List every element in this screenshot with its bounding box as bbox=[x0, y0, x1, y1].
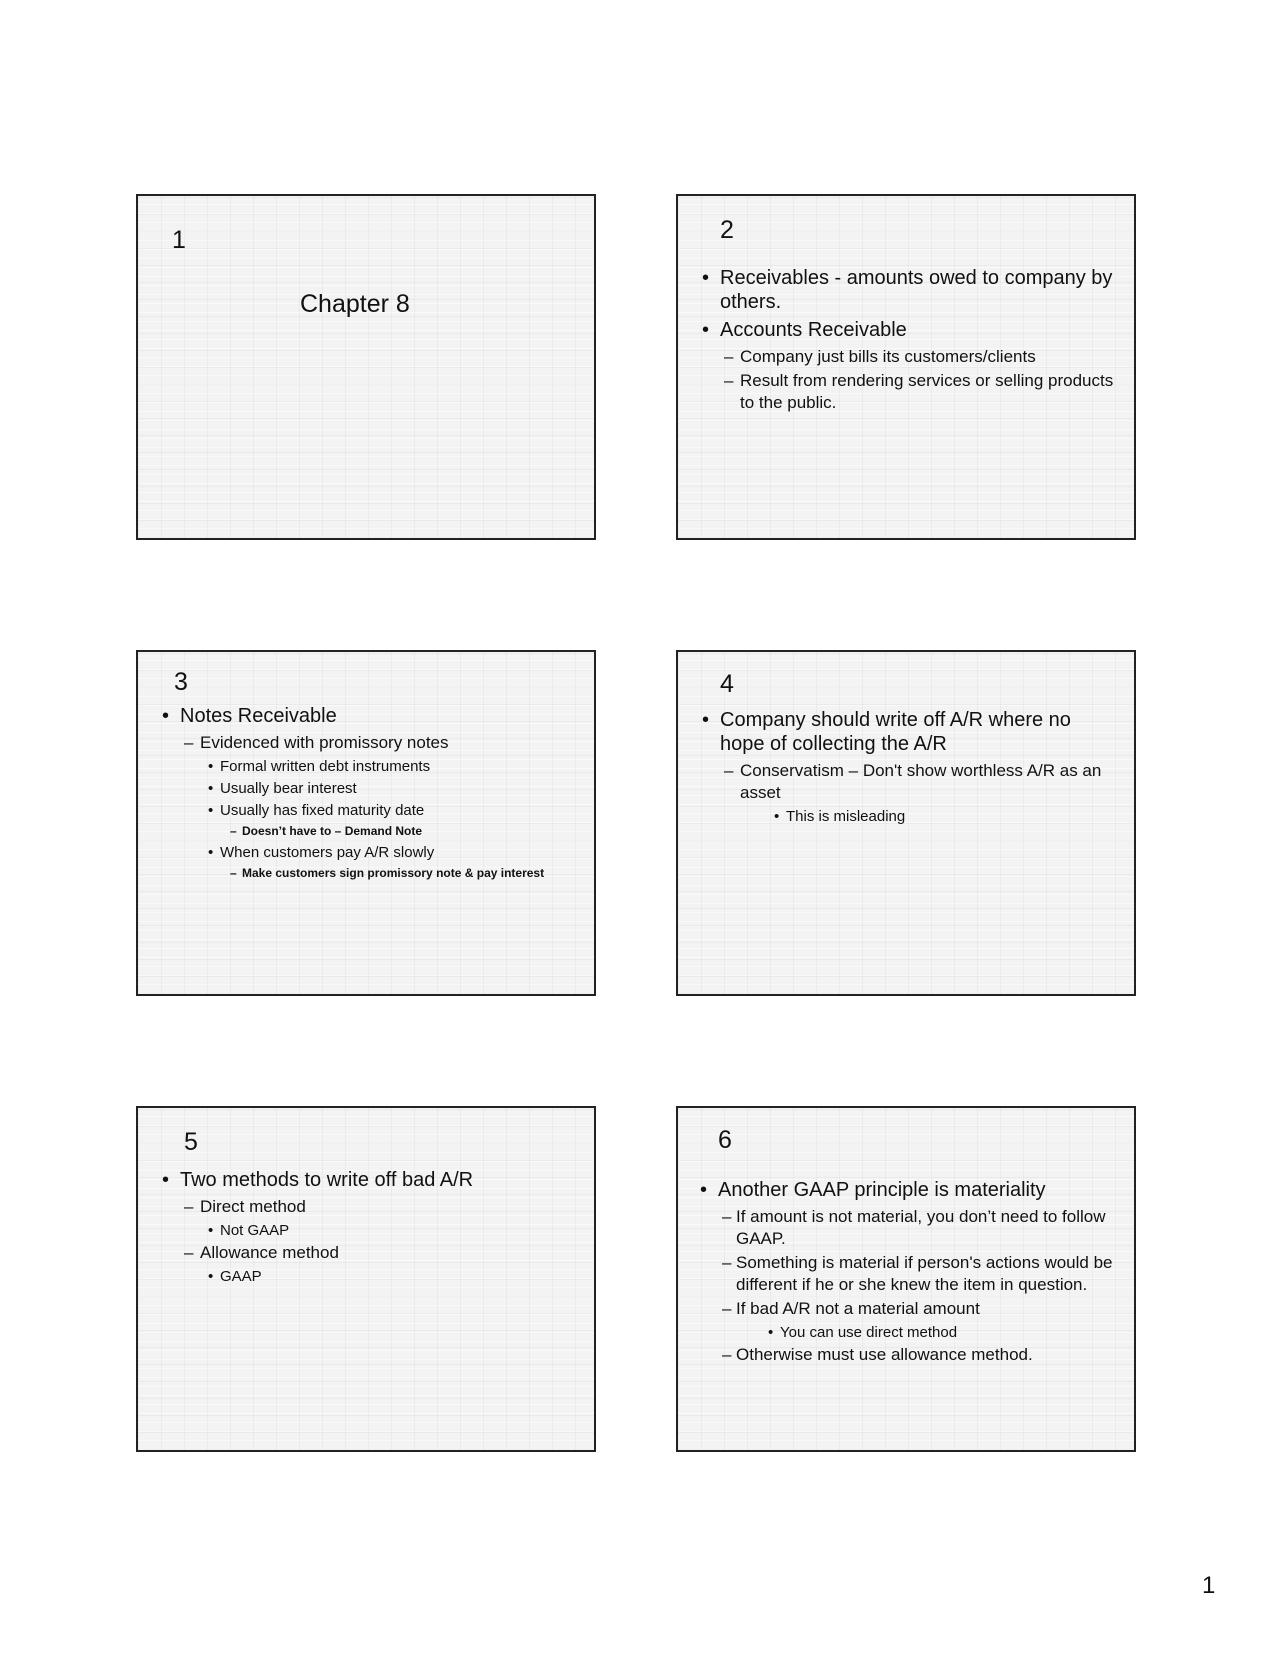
page-number: 1 bbox=[1202, 1572, 1216, 1599]
sub-bullet: – Allowance method bbox=[162, 1242, 576, 1264]
slide-6 bbox=[676, 1106, 1136, 1452]
sub-sub-bullet: • Usually bear interest bbox=[162, 778, 576, 800]
slide-number: 6 bbox=[718, 1126, 732, 1154]
slide-number: 2 bbox=[720, 216, 734, 244]
bullet: • Another GAAP principle is materiality bbox=[700, 1178, 1116, 1202]
sub-sub-bullet: • Formal written debt instruments bbox=[162, 756, 576, 778]
sub-bullet: – Company just bills its customers/clients bbox=[702, 346, 1116, 368]
slide-2 bbox=[676, 194, 1136, 540]
sub-sub-bullet: • Not GAAP bbox=[162, 1220, 576, 1242]
sub-sub-bullet: • You can use direct method bbox=[700, 1322, 1116, 1344]
sub-bullet: – Evidenced with promissory notes bbox=[162, 732, 576, 754]
slide-number: 3 bbox=[174, 668, 188, 696]
level4-bullet: – Make customers sign promissory note & pay interest bbox=[162, 864, 576, 882]
slide-4 bbox=[676, 650, 1136, 996]
bullet: • Receivables - amounts owed to company by others. bbox=[702, 266, 1116, 314]
sub-bullet: – Something is material if person's actions would be different if he or she knew the item in question. bbox=[700, 1252, 1116, 1296]
slide-number: 4 bbox=[720, 670, 734, 698]
bullet: • Accounts Receivable bbox=[702, 318, 1116, 342]
bullet: • Two methods to write off bad A/R bbox=[162, 1168, 576, 1192]
slide-content bbox=[702, 708, 1116, 828]
slide-number: 5 bbox=[184, 1128, 198, 1156]
slide-content bbox=[162, 1168, 576, 1288]
sub-bullet: – If bad A/R not a material amount bbox=[700, 1298, 1116, 1320]
bullet: • Notes Receivable bbox=[162, 704, 576, 728]
slide-5 bbox=[136, 1106, 596, 1452]
sub-bullet: – Direct method bbox=[162, 1196, 576, 1218]
slide-number: 1 bbox=[172, 226, 186, 254]
sub-sub-bullet: • Usually has fixed maturity date bbox=[162, 800, 576, 822]
sub-bullet: – If amount is not material, you don’t need to follow GAAP. bbox=[700, 1206, 1116, 1250]
level4-bullet: – Doesn’t have to – Demand Note bbox=[162, 822, 576, 840]
slide-content bbox=[700, 1178, 1116, 1368]
slide-content bbox=[162, 704, 576, 884]
slide-content bbox=[702, 266, 1116, 416]
sub-bullet: – Otherwise must use allowance method. bbox=[700, 1344, 1116, 1366]
sub-sub-bullet: • When customers pay A/R slowly bbox=[162, 842, 576, 864]
slide-1 bbox=[136, 194, 596, 540]
slide-3 bbox=[136, 650, 596, 996]
sub-bullet: – Conservatism – Don't show worthless A/R as an asset bbox=[702, 760, 1116, 804]
sub-sub-bullet: • This is misleading bbox=[702, 806, 1116, 828]
sub-bullet: – Result from rendering services or selling products to the public. bbox=[702, 370, 1116, 414]
slide-title: Chapter 8 bbox=[300, 290, 410, 318]
bullet: • Company should write off A/R where no hope of collecting the A/R bbox=[702, 708, 1116, 756]
sub-sub-bullet: • GAAP bbox=[162, 1266, 576, 1288]
